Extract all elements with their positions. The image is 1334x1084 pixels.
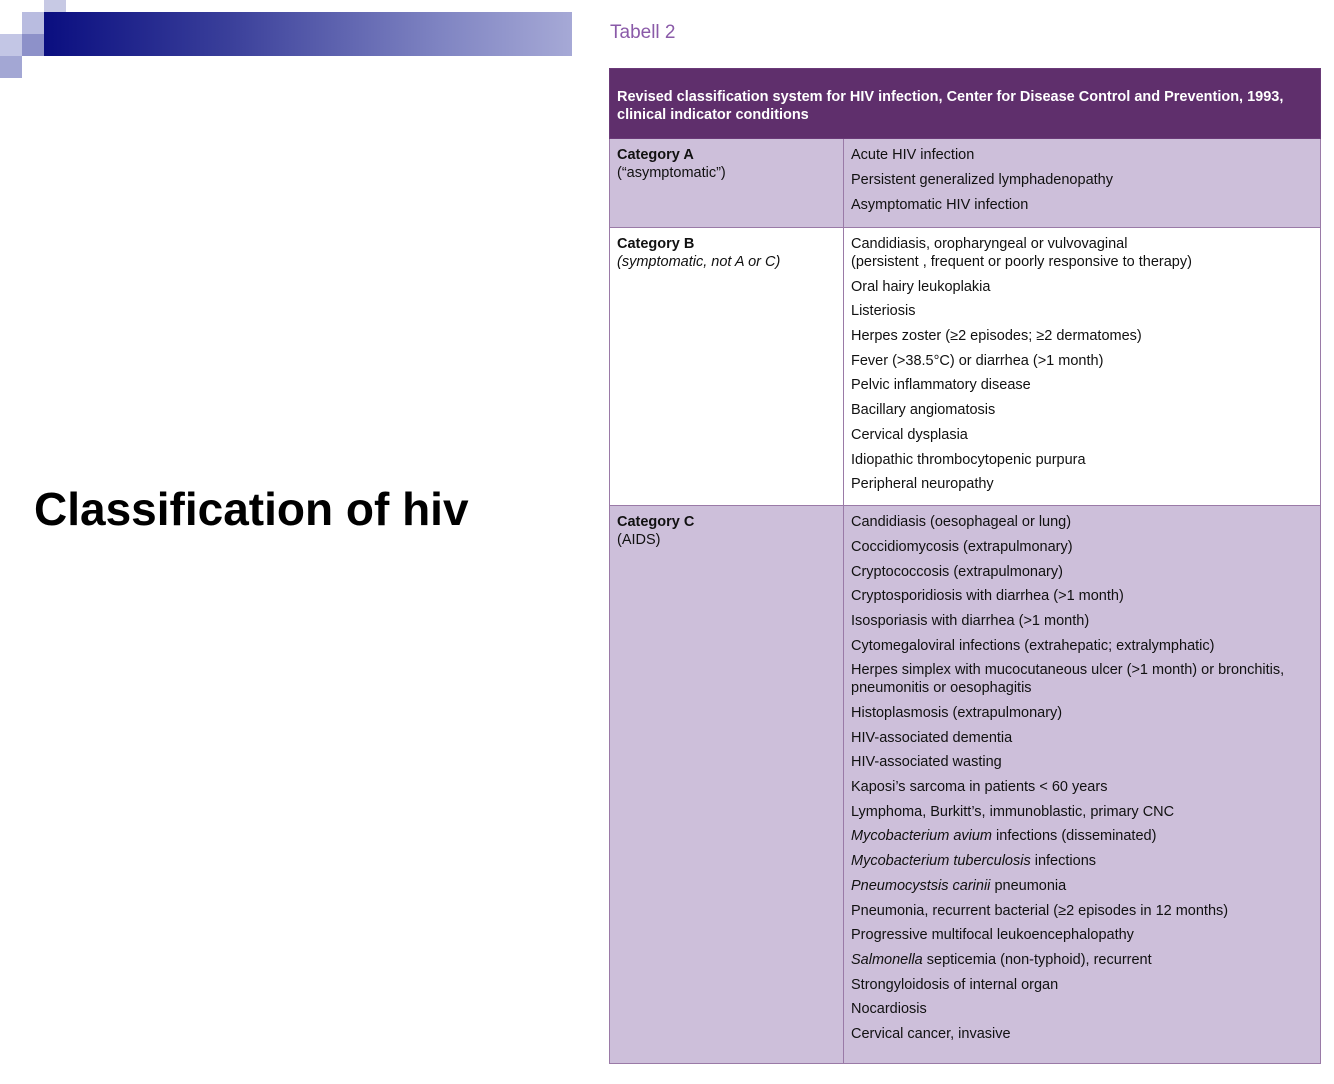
table-header-row [610, 69, 1321, 139]
condition-item [851, 171, 1312, 189]
table-body [610, 139, 1321, 1064]
decor-square [22, 12, 44, 34]
condition-text: Oral hairy leukoplakia [851, 278, 991, 295]
condition-item [851, 661, 1312, 697]
condition-text: Lymphoma, Burkitt’s, immunoblastic, primary CNC [851, 803, 1175, 820]
classification-table [609, 68, 1321, 1064]
condition-item [851, 278, 1312, 296]
condition-text: Candidiasis, oropharyngeal or vulvovaginal [851, 236, 1128, 252]
header-gradient-bar [44, 12, 572, 56]
condition-text: Cervical dysplasia [851, 426, 968, 443]
category-cell [610, 506, 844, 1064]
category-name: Category C [617, 514, 695, 531]
condition-organism: Pneumocystsis carinii [851, 877, 991, 894]
category-cell [610, 228, 844, 506]
decor-square [0, 56, 22, 78]
category-name: Category B [617, 236, 695, 252]
condition-text: Cytomegaloviral infections (extrahepatic; extralymphatic) [851, 637, 1215, 654]
condition-item [851, 1000, 1312, 1018]
condition-organism: Mycobacterium tuberculosis [851, 853, 1031, 870]
category-name: Category A [617, 147, 694, 163]
condition-text: Histoplasmosis (extrapulmonary) [851, 705, 1063, 721]
category-description: (“asymptomatic”) [617, 165, 726, 181]
condition-text: Cervical cancer, invasive [851, 1025, 1011, 1042]
condition-item [851, 778, 1312, 796]
conditions-cell [844, 139, 1321, 228]
conditions-list [851, 235, 1312, 493]
table-row [610, 228, 1321, 506]
conditions-cell [844, 228, 1321, 506]
condition-item [851, 704, 1312, 722]
condition-text: Persistent generalized lymphadenopathy [851, 172, 1113, 188]
conditions-list [851, 146, 1312, 214]
conditions-cell [844, 506, 1321, 1064]
condition-item [851, 587, 1312, 605]
decor-square [44, 0, 66, 12]
condition-item [851, 475, 1312, 493]
condition-text: Peripheral neuropathy [851, 476, 994, 493]
decor-square [22, 34, 44, 56]
condition-text: Fever (>38.5°C) or diarrhea (>1 month) [851, 352, 1104, 369]
condition-text: Pelvic inflammatory disease [851, 377, 1031, 394]
condition-text: Coccidiomycosis (extrapulmonary) [851, 538, 1073, 555]
condition-text: septicemia (non-typhoid), recurrent [922, 951, 1152, 968]
condition-text: Bacillary angiomatosis [851, 402, 996, 419]
condition-text: Cryptococcosis (extrapulmonary) [851, 563, 1063, 580]
condition-text: infections (disseminated) [992, 828, 1157, 845]
condition-item [851, 513, 1312, 531]
condition-text: Herpes zoster (≥2 episodes; ≥2 dermatomes) [851, 328, 1142, 345]
condition-item [851, 729, 1312, 747]
condition-text: HIV-associated dementia [851, 729, 1013, 746]
condition-organism: Salmonella [851, 951, 923, 968]
table-row [610, 506, 1321, 1064]
condition-text: infections [1030, 853, 1097, 870]
condition-item [851, 827, 1312, 845]
condition-item [851, 637, 1312, 655]
condition-item [851, 376, 1312, 394]
condition-item [851, 902, 1312, 920]
conditions-list [851, 513, 1312, 1043]
condition-item [851, 196, 1312, 214]
condition-item [851, 451, 1312, 469]
slide-title: Classification of hiv [34, 483, 469, 535]
condition-item [851, 1025, 1312, 1043]
condition-item [851, 327, 1312, 345]
condition-text: Cryptosporidiosis with diarrhea (>1 month) [851, 588, 1124, 605]
condition-text: HIV-associated wasting [851, 754, 1002, 771]
condition-text: pneumonia [990, 877, 1067, 894]
condition-item [851, 926, 1312, 944]
condition-item [851, 146, 1312, 164]
condition-item [851, 852, 1312, 870]
condition-text: Idiopathic thrombocytopenic purpura [851, 451, 1086, 468]
condition-text-continued: pneumonitis or oesophagitis [851, 680, 1032, 697]
condition-text: Asymptomatic HIV infection [851, 197, 1029, 213]
table-caption: Tabell 2 [610, 22, 676, 43]
condition-text: Herpes simplex with mucocutaneous ulcer (>1 month) or bronchitis, [851, 662, 1285, 679]
table-header: Revised classification system for HIV infection, Center for Disease Control and Prevention, 1993, clinical indicator conditions [610, 69, 1321, 139]
condition-item [851, 302, 1312, 320]
condition-organism: Mycobacterium avium [851, 828, 993, 845]
condition-text: Isosporiasis with diarrhea (>1 month) [851, 612, 1090, 629]
decor-square [0, 34, 22, 56]
condition-item [851, 401, 1312, 419]
condition-item [851, 753, 1312, 771]
condition-item [851, 426, 1312, 444]
condition-item [851, 235, 1312, 271]
category-description: (AIDS) [617, 532, 661, 549]
category-cell [610, 139, 844, 228]
condition-item [851, 352, 1312, 370]
condition-item [851, 951, 1312, 969]
condition-item [851, 803, 1312, 821]
table-row [610, 139, 1321, 228]
condition-text: Pneumonia, recurrent bacterial (≥2 episodes in 12 months) [851, 902, 1229, 919]
condition-text: Acute HIV infection [851, 147, 975, 163]
condition-text: Strongyloidosis of internal organ [851, 976, 1059, 993]
condition-item [851, 612, 1312, 630]
condition-text: Progressive multifocal leukoencephalopathy [851, 927, 1134, 944]
category-description: (symptomatic, not A or C) [617, 254, 781, 270]
condition-text: Candidiasis (oesophageal or lung) [851, 514, 1072, 531]
condition-text: Nocardiosis [851, 1001, 927, 1018]
condition-item [851, 563, 1312, 581]
condition-item [851, 538, 1312, 556]
condition-text: Kaposi’s sarcoma in patients < 60 years [851, 779, 1108, 796]
condition-item [851, 877, 1312, 895]
condition-item [851, 976, 1312, 994]
condition-text-continued: (persistent , frequent or poorly responsive to therapy) [851, 254, 1192, 270]
condition-text: Listeriosis [851, 303, 916, 320]
